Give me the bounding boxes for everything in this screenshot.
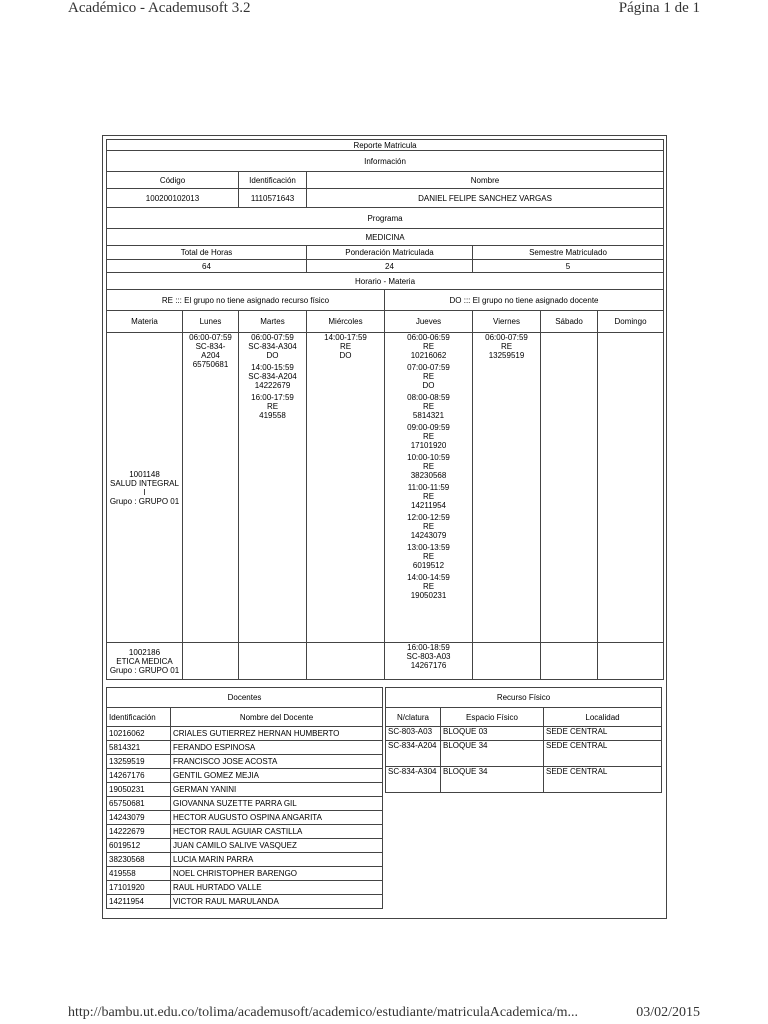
- slot-time: 11:00-11:59: [407, 483, 450, 492]
- docente-id: 14211954: [107, 895, 171, 909]
- recurso-nom: SC-834-A204: [386, 741, 441, 767]
- schedule-cell: [473, 643, 541, 680]
- print-date: 03/02/2015: [636, 1005, 700, 1020]
- docente-id: 14243079: [107, 811, 171, 825]
- slot-time: 14:00-14:59: [407, 573, 450, 582]
- docente-row: [107, 755, 383, 769]
- recurso-table: [385, 687, 662, 793]
- schedule-slot: [387, 643, 470, 670]
- slot-time: 16:00-17:59: [251, 393, 294, 402]
- subject-group: Grupo : GRUPO 01: [109, 665, 180, 675]
- recurso-localidad: SEDE CENTRAL: [544, 727, 662, 741]
- recurso-col-nom: N/clatura: [386, 708, 441, 727]
- slot-detail: RE: [422, 432, 435, 441]
- semestre-label: Semestre Matriculado: [473, 246, 664, 260]
- slot-detail: 14222679: [254, 381, 291, 390]
- slot-detail: 14267176: [410, 661, 447, 670]
- docente-row: [107, 895, 383, 909]
- docente-name: CRIALES GUTIERREZ HERNAN HUMBERTO: [171, 727, 383, 741]
- docente-row: [107, 811, 383, 825]
- docente-id: 5814321: [107, 741, 171, 755]
- slot-detail: 19050231: [410, 591, 447, 600]
- slot-detail: RE: [422, 522, 435, 531]
- slot-detail: DO: [266, 351, 279, 360]
- recurso-row: [386, 741, 662, 767]
- slot-detail: RE: [266, 402, 279, 411]
- recurso-localidad: SEDE CENTRAL: [544, 767, 662, 793]
- subject-name: SALUD INTEGRAL I: [110, 478, 179, 497]
- slot-detail: RE: [422, 462, 435, 471]
- slot-detail: 10216062: [410, 351, 447, 360]
- schedule-slot: [241, 333, 304, 360]
- schedule-slot: [387, 453, 470, 480]
- recurso-row: [386, 727, 662, 741]
- slot-detail: A204: [201, 351, 220, 360]
- col-viernes: Viernes: [473, 311, 541, 333]
- docente-row: [107, 853, 383, 867]
- docente-name: JUAN CAMILO SALIVE VASQUEZ: [171, 839, 383, 853]
- schedule-cell: [385, 643, 473, 680]
- col-martes: Martes: [239, 311, 307, 333]
- nombre-label: Nombre: [307, 172, 664, 189]
- col-materia: Materia: [107, 311, 183, 333]
- codigo-label: Código: [107, 172, 239, 189]
- schedule-cell: [473, 333, 541, 643]
- schedule-cell: [183, 643, 239, 680]
- slot-time: 06:00-07:59: [251, 333, 294, 342]
- slot-detail: 17101920: [410, 441, 447, 450]
- subject-row: [107, 643, 664, 680]
- slot-detail: 419558: [259, 411, 286, 420]
- browser-print-title: Académico - Academusoft 3.2: [68, 0, 251, 16]
- docente-name: GIOVANNA SUZETTE PARRA GIL: [171, 797, 383, 811]
- horas-label: Total de Horas: [107, 246, 307, 260]
- docentes-col-name: Nombre del Docente: [171, 708, 383, 727]
- legend-do: DO ::: El grupo no tiene asignado docente: [385, 290, 664, 311]
- slot-detail: DO: [339, 351, 352, 360]
- recurso-nom: SC-834-A304: [386, 767, 441, 793]
- schedule-cell: [598, 643, 664, 680]
- docentes-table: [106, 687, 383, 909]
- nombre-value: DANIEL FELIPE SANCHEZ VARGAS: [307, 189, 664, 208]
- report-table: [106, 139, 664, 680]
- slot-time: 13:00-13:59: [407, 543, 450, 552]
- docente-name: FERANDO ESPINOSA: [171, 741, 383, 755]
- docente-id: 65750681: [107, 797, 171, 811]
- docentes-heading: Docentes: [107, 688, 383, 708]
- docente-name: HECTOR RAUL AGUIAR CASTILLA: [171, 825, 383, 839]
- recurso-nom: SC-803-A03: [386, 727, 441, 741]
- slot-time: 07:00-07:59: [407, 363, 450, 372]
- schedule-cell: [239, 333, 307, 643]
- col-jueves: Jueves: [385, 311, 473, 333]
- slot-detail: SC-834-: [195, 342, 226, 351]
- schedule-slot: [387, 393, 470, 420]
- docente-id: 14267176: [107, 769, 171, 783]
- docente-row: [107, 741, 383, 755]
- slot-detail: RE: [422, 552, 435, 561]
- docente-id: 14222679: [107, 825, 171, 839]
- identificacion-value: 1110571643: [239, 189, 307, 208]
- docente-id: 10216062: [107, 727, 171, 741]
- slot-time: 06:00-07:59: [189, 333, 232, 342]
- schedule-slot: [241, 363, 304, 390]
- page-count: Página 1 de 1: [618, 0, 700, 16]
- slot-detail: 14243079: [410, 531, 447, 540]
- recurso-espacio: BLOQUE 03: [441, 727, 544, 741]
- docente-name: FRANCISCO JOSE ACOSTA: [171, 755, 383, 769]
- schedule-slot: [387, 423, 470, 450]
- schedule-slot: [387, 513, 470, 540]
- slot-detail: RE: [422, 372, 435, 381]
- slot-detail: SC-803-A03: [406, 652, 451, 661]
- slot-detail: RE: [422, 402, 435, 411]
- recurso-col-localidad: Localidad: [544, 708, 662, 727]
- schedule-slot: [387, 543, 470, 570]
- docente-row: [107, 867, 383, 881]
- recurso-row: [386, 767, 662, 793]
- docente-row: [107, 839, 383, 853]
- slot-detail: RE: [422, 342, 435, 351]
- subject-cell: [107, 333, 183, 643]
- page-url: http://bambu.ut.edu.co/tolima/academusoft/academico/estudiante/matriculaAcademica/m...: [68, 1005, 579, 1020]
- schedule-cell: [541, 333, 598, 643]
- subject-name: ETICA MEDICA: [116, 656, 173, 666]
- docente-name: LUCIA MARIN PARRA: [171, 853, 383, 867]
- schedule-slot: [387, 483, 470, 510]
- schedule-slot: [387, 363, 470, 390]
- docente-id: 17101920: [107, 881, 171, 895]
- slot-time: 16:00-18:59: [407, 643, 450, 652]
- docente-id: 6019512: [107, 839, 171, 853]
- docente-name: RAUL HURTADO VALLE: [171, 881, 383, 895]
- subject-code: 1002186: [128, 647, 161, 657]
- schedule-cell: [307, 333, 385, 643]
- docente-name: VICTOR RAUL MARULANDA: [171, 895, 383, 909]
- slot-time: 06:00-07:59: [485, 333, 528, 342]
- codigo-value: 100200102013: [107, 189, 239, 208]
- schedule-cell: [307, 643, 385, 680]
- docente-name: GERMAN YANINI: [171, 783, 383, 797]
- docente-name: NOEL CHRISTOPHER BARENGO: [171, 867, 383, 881]
- slot-detail: RE: [339, 342, 352, 351]
- schedule-slot: [309, 333, 382, 360]
- docente-row: [107, 881, 383, 895]
- schedule-slot: [387, 333, 470, 360]
- col-miercoles: Miércoles: [307, 311, 385, 333]
- schedule-slot: [241, 393, 304, 420]
- schedule-slot: [475, 333, 538, 360]
- slot-detail: RE: [422, 582, 435, 591]
- schedule-cell: [183, 333, 239, 643]
- docente-id: 419558: [107, 867, 171, 881]
- docente-row: [107, 727, 383, 741]
- slot-detail: SC-834-A304: [248, 342, 297, 351]
- schedule-cell: [541, 643, 598, 680]
- recurso-col-espacio: Espacio Físico: [441, 708, 544, 727]
- slot-time: 12:00-12:59: [407, 513, 450, 522]
- horas-value: 64: [107, 260, 307, 273]
- identificacion-label: Identificación: [239, 172, 307, 189]
- subject-group: Grupo : GRUPO 01: [109, 496, 180, 506]
- recurso-espacio: BLOQUE 34: [441, 767, 544, 793]
- programa-heading: Programa: [107, 208, 664, 229]
- subject-cell: [107, 643, 183, 680]
- slot-time: 10:00-10:59: [407, 453, 450, 462]
- slot-time: 14:00-15:59: [251, 363, 294, 372]
- slot-detail: DO: [422, 381, 435, 390]
- slot-time: 14:00-17:59: [324, 333, 367, 342]
- info-heading: Información: [107, 151, 664, 172]
- docentes-col-id: Identificación: [107, 708, 171, 727]
- subject-row: [107, 333, 664, 643]
- docente-id: 19050231: [107, 783, 171, 797]
- docente-row: [107, 769, 383, 783]
- slot-detail: SC-834-A204: [248, 372, 297, 381]
- legend-re: RE ::: El grupo no tiene asignado recurso físico: [107, 290, 385, 311]
- programa-value: MEDICINA: [107, 229, 664, 246]
- recurso-localidad: SEDE CENTRAL: [544, 741, 662, 767]
- recurso-heading: Recurso Físico: [386, 688, 662, 708]
- col-domingo: Domingo: [598, 311, 664, 333]
- slot-detail: 14211954: [411, 501, 446, 510]
- slot-detail: RE: [500, 342, 513, 351]
- horario-heading: Horario - Materia: [107, 273, 664, 290]
- schedule-cell: [598, 333, 664, 643]
- slot-time: 06:00-06:59: [407, 333, 450, 342]
- semestre-value: 5: [473, 260, 664, 273]
- schedule-slot: [185, 333, 236, 369]
- docente-name: GENTIL GOMEZ MEJIA: [171, 769, 383, 783]
- docente-id: 13259519: [107, 755, 171, 769]
- slot-detail: 6019512: [412, 561, 445, 570]
- ponderacion-label: Ponderación Matriculada: [307, 246, 473, 260]
- schedule-cell: [239, 643, 307, 680]
- col-sabado: Sábado: [541, 311, 598, 333]
- subject-code: 1001148: [129, 469, 160, 479]
- schedule-cell: [385, 333, 473, 643]
- docente-name: HECTOR AUGUSTO OSPINA ANGARITA: [171, 811, 383, 825]
- slot-detail: 5814321: [412, 411, 445, 420]
- docente-row: [107, 825, 383, 839]
- docente-row: [107, 797, 383, 811]
- report-title: Reporte Matricula: [107, 140, 664, 151]
- recurso-espacio: BLOQUE 34: [441, 741, 544, 767]
- docente-id: 38230568: [107, 853, 171, 867]
- slot-detail: 38230568: [410, 471, 447, 480]
- slot-detail: 65750681: [192, 360, 229, 369]
- slot-time: 09:00-09:59: [407, 423, 450, 432]
- slot-time: 08:00-08:59: [407, 393, 450, 402]
- ponderacion-value: 24: [307, 260, 473, 273]
- slot-detail: 13259519: [488, 351, 525, 360]
- schedule-slot: [387, 573, 470, 600]
- col-lunes: Lunes: [183, 311, 239, 333]
- docente-row: [107, 783, 383, 797]
- slot-detail: RE: [422, 492, 435, 501]
